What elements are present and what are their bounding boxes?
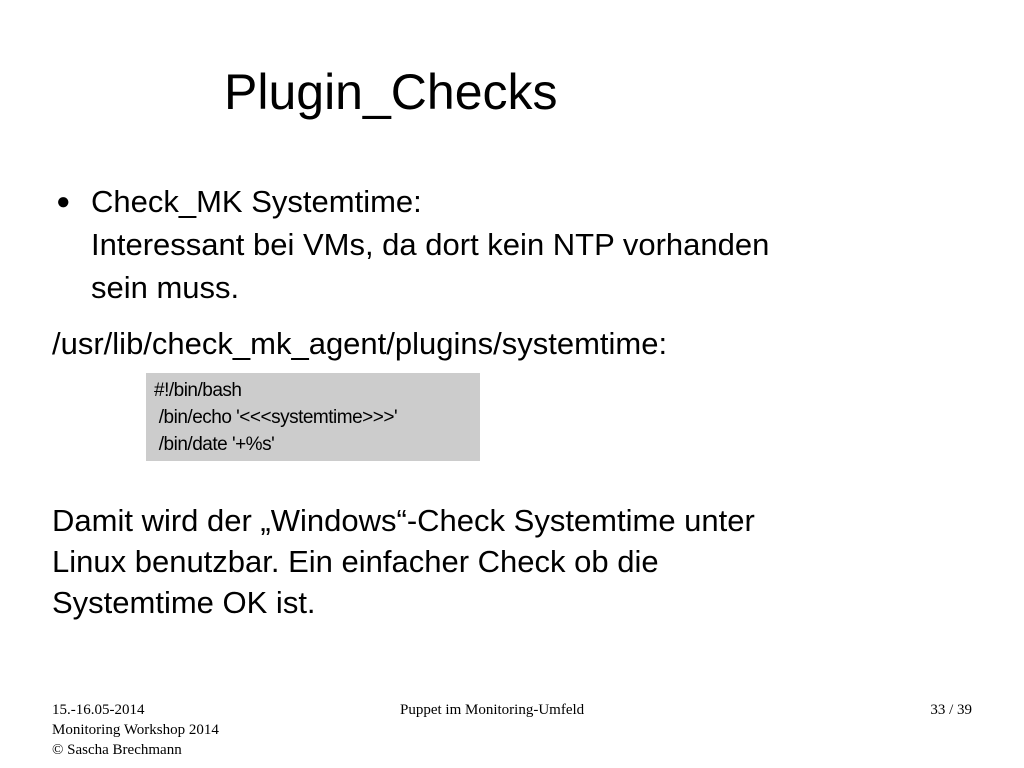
- bullet-text: [91, 180, 769, 309]
- conclusion-line: Systemtime OK ist.: [52, 585, 316, 620]
- conclusion-text: [52, 500, 755, 623]
- bullet-line: sein muss.: [91, 270, 240, 305]
- slide-title: Plugin_Checks: [224, 64, 558, 120]
- code-line: /bin/echo '<<<systemtime>>>': [154, 407, 398, 428]
- footer-presentation-title: Puppet im Monitoring-Umfeld: [400, 702, 585, 718]
- bullet-line: Check_MK Systemtime:: [91, 184, 422, 219]
- bullet-icon: ●: [56, 188, 71, 215]
- footer-event: Monitoring Workshop 2014: [52, 722, 219, 738]
- conclusion-line: Linux benutzbar. Ein einfacher Check ob die: [52, 544, 659, 579]
- footer-info: [52, 700, 219, 760]
- footer-author: © Sascha Brechmann: [52, 742, 182, 758]
- code-line: #!/bin/bash: [154, 380, 242, 401]
- code-box: [146, 373, 480, 461]
- conclusion-line: Damit wird der „Windows“-Check Systemtime unter: [52, 503, 755, 538]
- footer-date: 15.-16.05-2014: [52, 702, 145, 718]
- page-number: 33 / 39: [930, 702, 972, 718]
- code-line: /bin/date '+%s': [154, 434, 275, 455]
- bullet-line: Interessant bei VMs, da dort kein NTP vorhanden: [91, 227, 770, 262]
- plugin-path: /usr/lib/check_mk_agent/plugins/systemtime:: [52, 326, 668, 361]
